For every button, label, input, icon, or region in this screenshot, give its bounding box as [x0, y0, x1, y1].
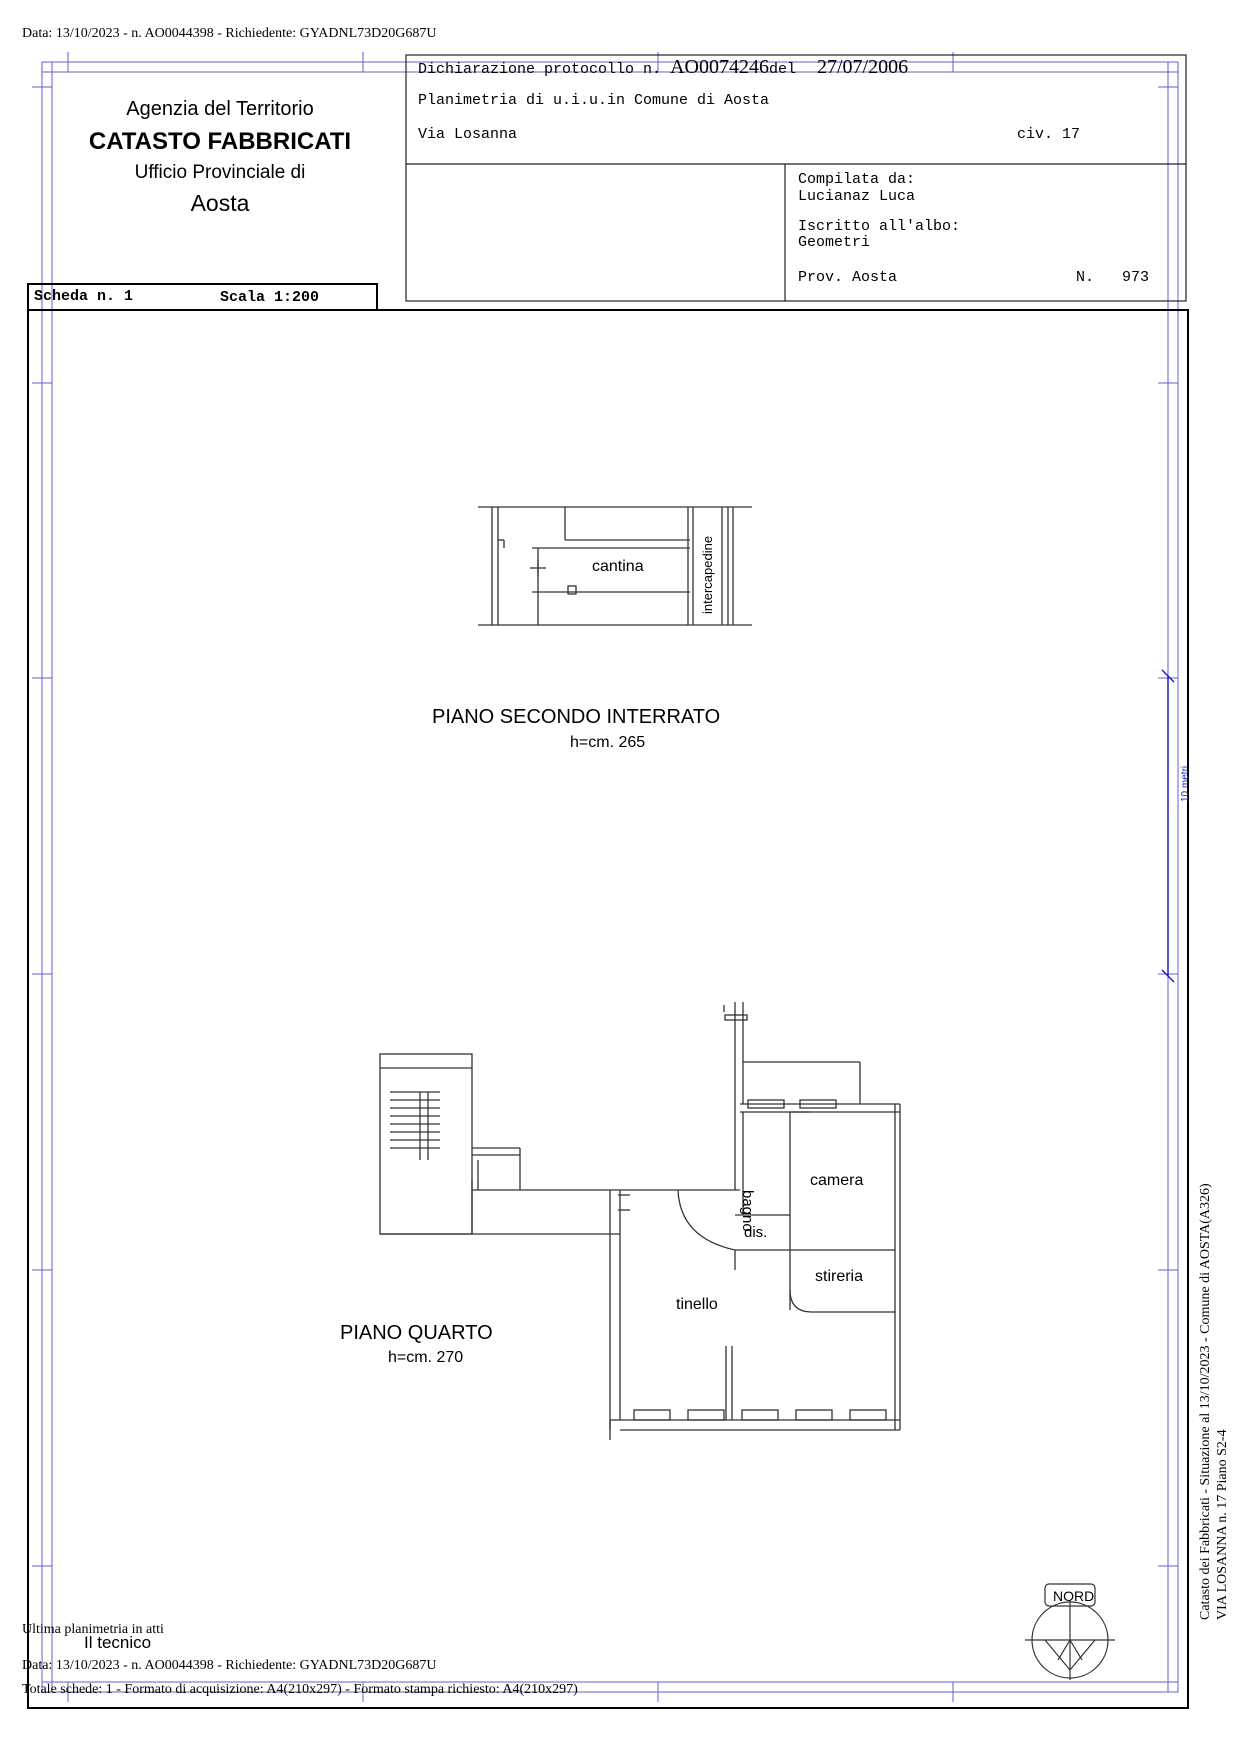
- side-text-line1: Catasto dei Fabbricati - Situazione al 13/10/2023 - Comune di AOSTA(A326): [1198, 1183, 1213, 1620]
- declaration-date: 27/07/2006: [816, 56, 909, 78]
- ufficio-city: Aosta: [190, 190, 250, 216]
- outer-frame: [42, 62, 1178, 1692]
- floor-b2-title: PIANO SECONDO INTERRATO: [432, 706, 721, 728]
- room-intercapedine: intercapedine: [700, 535, 715, 614]
- del-label: del: [768, 61, 796, 78]
- n-value: 973: [1122, 269, 1150, 286]
- ufficio-label: Ufficio Provinciale di: [134, 162, 306, 183]
- footer-data-line: Data: 13/10/2023 - n. AO0044398 - Richiedente: GYADNL73D20G687U: [22, 1658, 437, 1673]
- top-data-line: Data: 13/10/2023 - n. AO0044398 - Richiedente: GYADNL73D20G687U: [22, 26, 437, 41]
- room-cantina: cantina: [592, 558, 644, 575]
- room-dis: dis.: [744, 1224, 768, 1241]
- room-stireria: stireria: [815, 1268, 864, 1285]
- crop-ticks: [32, 52, 1178, 1702]
- plan-fourth-floor: [380, 1002, 900, 1440]
- dichiarazione-line: [418, 56, 908, 79]
- side-text-line2: VIA LOSANNA n. 17 Piano S2-4: [1215, 1429, 1230, 1620]
- room-tinello: tinello: [676, 1296, 718, 1313]
- compilata-label: Compilata da:: [798, 171, 916, 188]
- iscritto-label: Iscritto all'albo:: [798, 218, 961, 235]
- floor-b2-height: h=cm. 265: [570, 734, 646, 751]
- compilata-name: Lucianaz Luca: [798, 188, 916, 205]
- floor-4-title: PIANO QUARTO: [340, 1322, 493, 1344]
- floor-4-height: h=cm. 270: [388, 1349, 464, 1366]
- room-camera: camera: [810, 1172, 864, 1189]
- drawing-frame: [28, 284, 1188, 1708]
- catasto-title: CATASTO FABBRICATI: [88, 128, 352, 155]
- province: Prov. Aosta: [798, 269, 898, 286]
- scala-label: Scala 1:200: [220, 289, 320, 306]
- footer-totale: Totale schede: 1 - Formato di acquisizione: A4(210x297) - Formato stampa richiesto: A4(210x297): [22, 1682, 578, 1697]
- nord-label: NORD: [1053, 1588, 1095, 1604]
- n-label: N.: [1076, 269, 1095, 286]
- dich-label: Dichiarazione protocollo n.: [418, 61, 662, 78]
- civ-line: civ. 17: [1017, 126, 1081, 143]
- agency-name: Agenzia del Territorio: [126, 98, 314, 120]
- room-bagno: bagno: [739, 1190, 756, 1232]
- iscritto-value: Geometri: [798, 234, 871, 251]
- ultima-planimetria: Ultima planimetria in atti: [22, 1622, 164, 1637]
- planimetria-line: Planimetria di u.i.u.in Comune di Aosta: [418, 92, 770, 109]
- scheda-label: Scheda n. 1: [34, 288, 134, 305]
- scale-bar-label: 10 metri: [1180, 765, 1191, 802]
- il-tecnico: Il tecnico: [84, 1633, 152, 1652]
- street-line: Via Losanna: [418, 126, 518, 143]
- protocol-number: AO0074246: [670, 56, 769, 78]
- scale-bar: [1162, 670, 1174, 982]
